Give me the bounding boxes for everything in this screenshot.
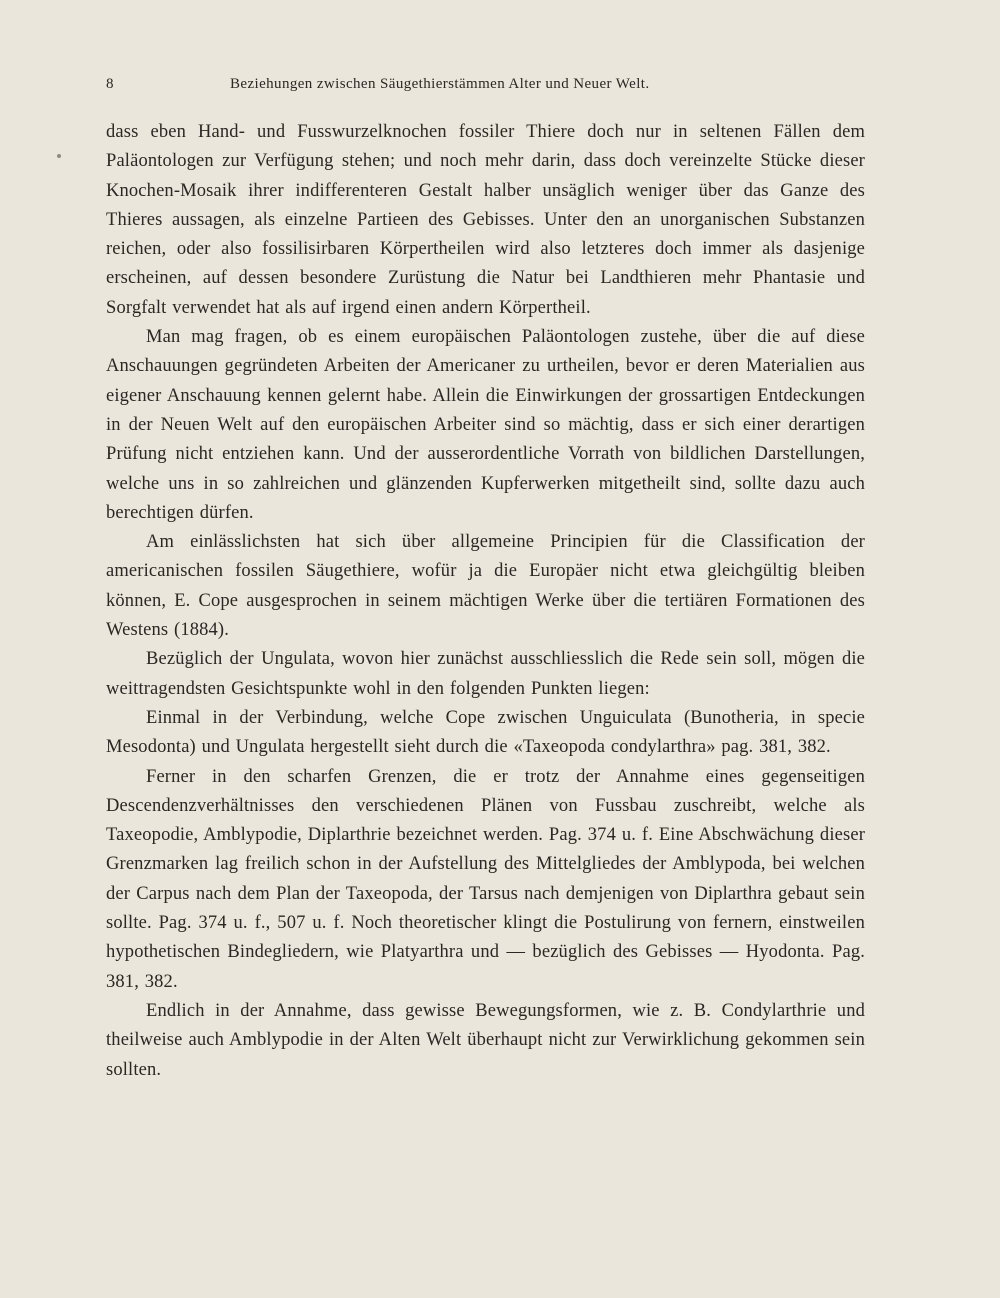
paragraph: Endlich in der Annahme, dass gewisse Bewegungsformen, wie z. B. Condylarthrie und theilweise auch Amblypodie in der Alten Welt überhaupt nicht zur Verwirklichung gekommen sein sollten. <box>106 1000 865 1080</box>
running-title: Beziehungen zwischen Säugethierstämmen Alter und Neuer Welt. <box>230 76 650 92</box>
paragraph: Am einlässlichsten hat sich über allgemeine Principien für die Classification der americanischen fossilen Säugethiere, wofür ja die Europäer nicht etwa gleichgültig bleiben können, E. Cope ausgesprochen in seinem mächtigen Werke über die tertiären Formationen des Westens (1884). <box>106 532 865 641</box>
page-number: 8 <box>106 76 114 92</box>
paragraph: Ferner in den scharfen Grenzen, die er trotz der Annahme eines gegenseitigen Descendenzverhältnisses den verschiedenen Plänen von Fussbau zuschreibt, welche als Taxeopodie, Amblypodie, Diplarthrie bezeichnet werden. Pag. 374 u. f. Eine Abschwächung dieser Grenzmarken lag freilich schon in der Aufstellung des Mittelgliedes der Amblypoda, bei welchen der Carpus nach dem Plan der Taxeopoda, der Tarsus nach demjenigen von Diplarthra gebaut sein sollte. Pag. 374 u. f., 507 u. f. Noch theoretischer klingt die Postulirung von fernern, einstweilen hypothetischen Bindegliedern, wie Platyarthra und — bezüglich des Gebisses — Hyodonta. Pag. 381, 382. <box>106 766 865 992</box>
paragraph: Man mag fragen, ob es einem europäischen Paläontologen zustehe, über die auf diese Anschauungen gegründeten Arbeiten der Americaner zu urtheilen, bevor er deren Materialien aus eigener Anschauung kennen gelernt habe. Allein die Einwirkungen der grossartigen Entdeckungen in der Neuen Welt auf den europäischen Arbeiter sind so mächtig, dass er sich einer derartigen Prüfung nicht entziehen kann. Und der ausserordentliche Vorrath von bildlichen Darstellungen, welche uns in so zahlreichen und glänzenden Kupferwerken mitgetheilt sind, sollte dazu auch berechtigen dürfen. <box>106 327 865 523</box>
paper-speck <box>57 154 61 158</box>
running-head <box>106 76 866 100</box>
paragraph: Einmal in der Verbindung, welche Cope zwischen Unguiculata (Bunotheria, in specie Mesodonta) und Ungulata hergestellt sieht durch die «Taxeopoda condylarthra» pag. 381, 382. <box>106 707 865 758</box>
paragraph-continued: dass eben Hand- und Fusswurzelknochen fossiler Thiere doch nur in seltenen Fällen dem Paläontologen zur Verfügung stehen; und noch mehr darin, dass doch vereinzelte Stücke dieser Knochen-Mosaik ihrer indifferenteren Gestalt halber unsäglich weniger über das Ganze des Thieres aussagen, als einzelne Partieen des Gebisses. Unter den an unorganischen Substanzen reichen, oder also fossilisirbaren Körpertheilen wird also letzteres doch immer als dasjenige erscheinen, auf dessen besondere Zurüstung die Natur bei Landthieren mehr Phantasie und Sorgfalt verwendet hat als auf irgend einen andern Körpertheil. <box>106 122 865 318</box>
body-text <box>106 118 865 1085</box>
paragraph: Bezüglich der Ungulata, wovon hier zunächst ausschliesslich die Rede sein soll, mögen die weittragendsten Gesichtspunkte wohl in den folgenden Punkten liegen: <box>106 649 865 699</box>
